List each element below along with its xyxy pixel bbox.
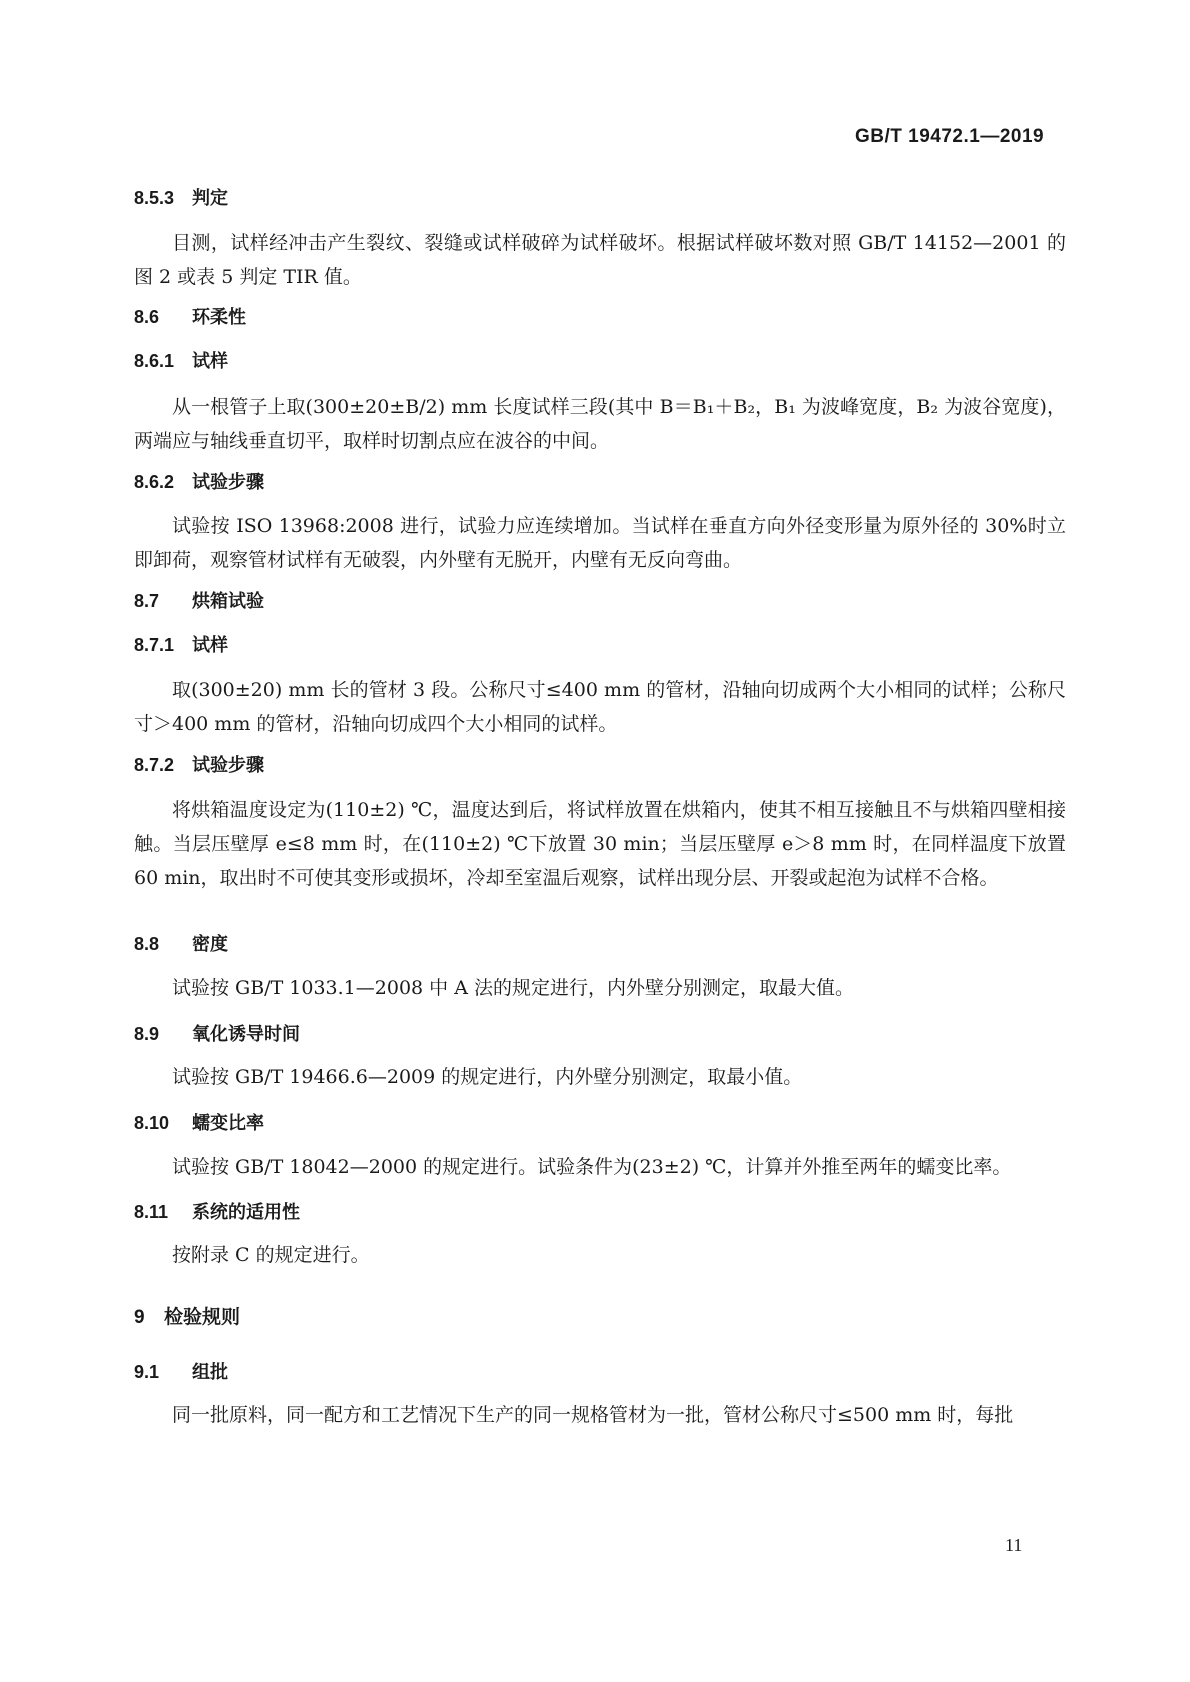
section-title: 系统的适用性 <box>192 1202 300 1223</box>
section-title: 组批 <box>192 1362 228 1383</box>
section-body-8-11: 按附录 C 的规定进行。 <box>172 1244 370 1266</box>
section-body-8-8: 试验按 GB/T 1033.1—2008 中 A 法的规定进行，内外壁分别测定，取最大值。 <box>172 977 854 999</box>
section-body-8-7-2: 将烘箱温度设定为(110±2) ℃，温度达到后，将试样放置在烘箱内，使其不相互接触且不与烘箱四壁相接触。当层压壁厚 e≤8 mm 时，在(110±2) ℃下放置 30 min；当层压壁厚 e＞8 mm 时，在同样温度下放置 60 min，取出时不可使其变形或损坏，冷却至室温后观察，试样出现分层、开裂或起泡为试样不合格。 <box>134 799 1066 889</box>
section-number: 8.5.3 <box>134 188 175 208</box>
section-number: 8.7 <box>134 591 160 611</box>
section-body-8-6-1: 从一根管子上取(300±20±B/2) mm 长度试样三段(其中 B＝B₁＋B₂，B₁ 为波峰宽度，B₂ 为波谷宽度)，两端应与轴线垂直切平，取样时切割点应在波谷的中间。 <box>134 396 1066 452</box>
section-heading-8-9 <box>134 1020 300 1046</box>
section-title: 密度 <box>192 934 228 955</box>
section-body-8-10: 试验按 GB/T 18042—2000 的规定进行。试验条件为(23±2) ℃，计算并外推至两年的蠕变比率。 <box>172 1156 1012 1178</box>
section-heading-8-10 <box>134 1109 264 1135</box>
section-heading-8-6 <box>134 303 246 329</box>
section-title: 试样 <box>192 635 228 656</box>
section-number: 9 <box>134 1307 145 1328</box>
section-body-8-7-1: 取(300±20) mm 长的管材 3 段。公称尺寸≤400 mm 的管材，沿轴向切成两个大小相同的试样；公称尺寸＞400 mm 的管材，沿轴向切成四个大小相同的试样。 <box>134 679 1066 735</box>
section-heading-8-8 <box>134 930 228 956</box>
section-heading-8-6-1 <box>134 347 228 373</box>
section-number: 8.10 <box>134 1113 170 1133</box>
section-title: 检验规则 <box>164 1306 241 1328</box>
page-number: 11 <box>1005 1535 1023 1555</box>
section-title: 烘箱试验 <box>192 591 264 612</box>
section-heading-8-6-2 <box>134 468 264 494</box>
section-body-8-9: 试验按 GB/T 19466.6—2009 的规定进行，内外壁分别测定，取最小值。 <box>172 1066 803 1088</box>
section-heading-8-7 <box>134 587 264 613</box>
section-title: 试验步骤 <box>192 472 264 493</box>
section-number: 9.1 <box>134 1362 160 1382</box>
section-number: 8.11 <box>134 1202 169 1222</box>
section-title: 蠕变比率 <box>192 1113 264 1134</box>
section-number: 8.9 <box>134 1024 160 1044</box>
section-title: 氧化诱导时间 <box>192 1024 300 1045</box>
section-heading-8-7-2 <box>134 751 264 777</box>
section-body-8-5-3: 目测，试样经冲击产生裂纹、裂缝或试样破碎为试样破坏。根据试样破坏数对照 GB/T 14152—2001 的图 2 或表 5 判定 TIR 值。 <box>134 232 1066 288</box>
section-title: 判定 <box>192 188 228 209</box>
section-number: 8.6.1 <box>134 351 175 371</box>
section-body-9-1: 同一批原料，同一配方和工艺情况下生产的同一规格管材为一批，管材公称尺寸≤500 mm 时，每批 <box>172 1404 1014 1426</box>
section-heading-8-11 <box>134 1198 300 1224</box>
section-heading-9-1 <box>134 1358 228 1384</box>
section-number: 8.6 <box>134 307 160 327</box>
section-number: 8.7.2 <box>134 755 175 775</box>
section-body-8-6-2: 试验按 ISO 13968:2008 进行，试验力应连续增加。当试样在垂直方向外径变形量为原外径的 30%时立即卸荷，观察管材试样有无破裂，内外壁有无脱开，内壁有无反向弯曲。 <box>134 515 1066 571</box>
section-number: 8.6.2 <box>134 472 175 492</box>
section-heading-8-7-1 <box>134 631 228 657</box>
section-title: 试验步骤 <box>192 755 264 776</box>
section-title: 试样 <box>192 351 228 372</box>
section-title: 环柔性 <box>192 307 246 328</box>
section-number: 8.7.1 <box>134 635 175 655</box>
standard-code-header: GB/T 19472.1—2019 <box>855 126 1045 147</box>
chapter-heading-9 <box>134 1302 240 1329</box>
section-number: 8.8 <box>134 934 160 954</box>
section-heading-8-5-3 <box>134 184 228 210</box>
